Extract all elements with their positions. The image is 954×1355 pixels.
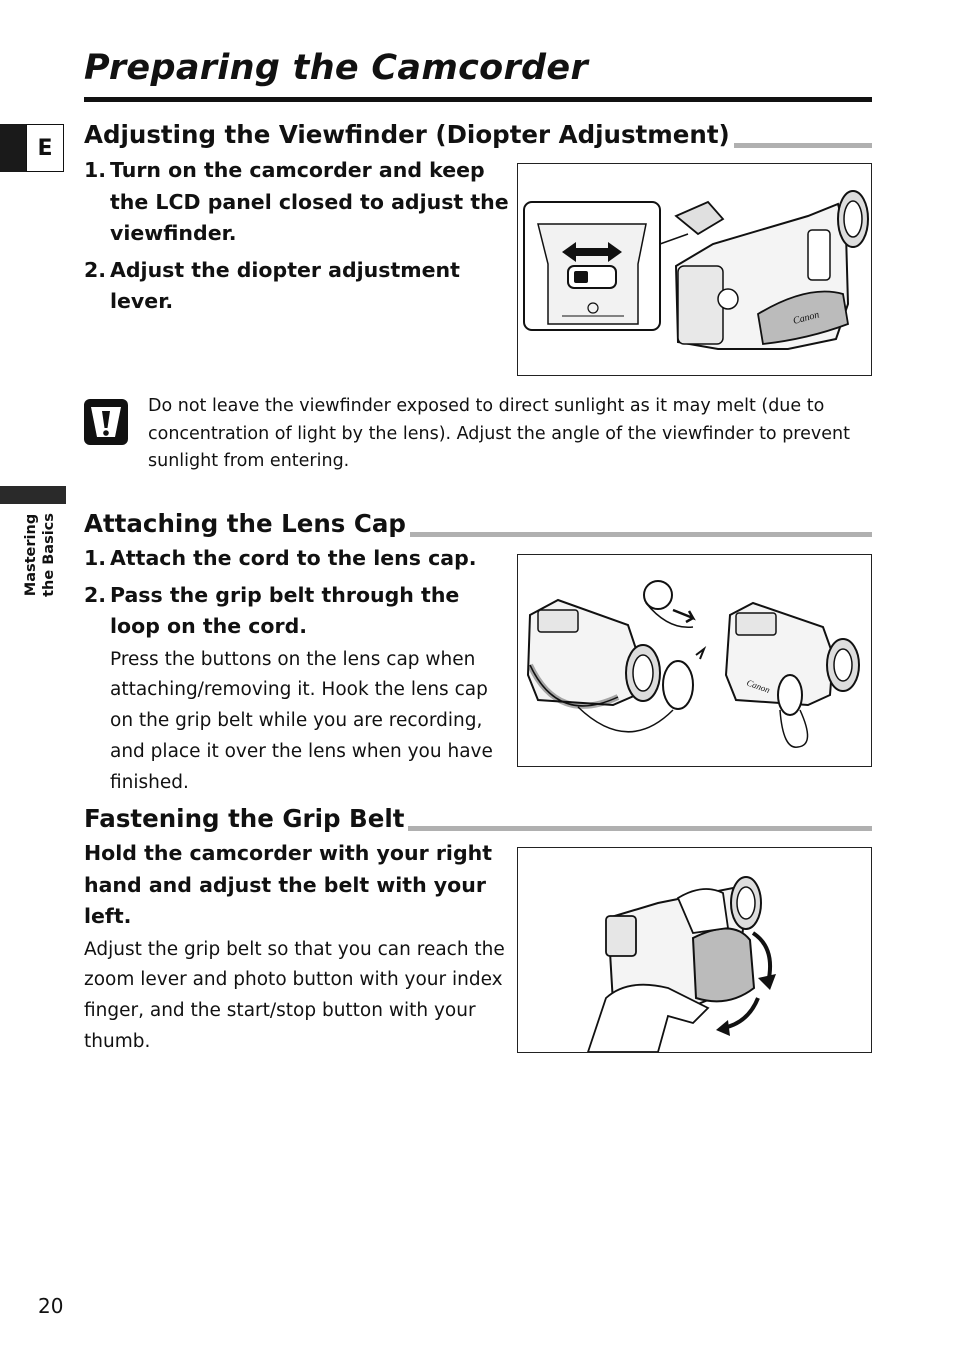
section-title-grip-belt: Fastening the Grip Belt <box>84 804 408 833</box>
title-rule <box>84 97 872 102</box>
grip-belt-illustration <box>518 848 871 1052</box>
grip-belt <box>693 928 754 1001</box>
chapter-label-line1: Mastering <box>23 513 39 597</box>
caution-text: Do not leave the viewfinder exposed to direct sunlight as it may melt (due to concentration of light by the lens). Adjust the angle of the viewfinder to prevent sunlight from entering. <box>148 396 850 471</box>
step-text: Attach the cord to the lens cap. <box>110 546 477 570</box>
lens-cap-right <box>778 675 802 715</box>
step-item <box>84 580 509 643</box>
step-item <box>84 543 509 575</box>
step-number: 1. <box>84 158 107 182</box>
section-title-lens-cap: Attaching the Lens Cap <box>84 509 410 538</box>
step-number: 1. <box>84 546 107 570</box>
step-text: Turn on the camcorder and keep the LCD panel closed to adjust the viewfinder. <box>110 158 509 245</box>
lens-cap-left <box>663 661 693 709</box>
chapter-tab-bar <box>0 486 66 504</box>
lens-cap-figure <box>517 554 872 767</box>
caution-icon <box>83 398 129 446</box>
step-item <box>84 155 509 250</box>
lens-cap-steps <box>84 543 509 643</box>
step-text: Pass the grip belt through the loop on the cord. <box>110 582 460 638</box>
chapter-label <box>22 510 58 600</box>
viewfinder-steps <box>84 155 509 323</box>
rotate-arrow-icon <box>753 933 770 983</box>
grip-belt-instruction: Hold the camcorder with your right hand and adjust the belt with your left. <box>84 841 493 928</box>
viewfinder-eyecup <box>606 916 636 956</box>
viewfinder-illustration <box>518 164 871 375</box>
grip-belt-content <box>84 838 509 1058</box>
grip-belt-note: Adjust the grip belt so that you can reach the zoom lever and photo button with your index finger, and the start/stop button with your thumb. <box>84 938 505 1052</box>
language-tab-bar <box>0 124 26 172</box>
lens-cap-illustration <box>518 555 871 766</box>
viewfinder-figure <box>517 163 872 376</box>
page-number: 20 <box>38 1294 64 1318</box>
brand-label: Canon <box>745 677 772 696</box>
page-title: Preparing the Camcorder <box>84 48 589 88</box>
step-number: 2. <box>84 582 107 607</box>
arrow-icon <box>673 610 693 622</box>
chapter-label-line2: the Basics <box>41 513 57 597</box>
lens-cap-note: Press the buttons on the lens cap when attaching/removing it. Hook the lens cap on the grip belt while you are recording, and place it over the lens when you have finished. <box>110 648 493 793</box>
language-tab: E <box>26 124 64 172</box>
step-item <box>84 255 509 318</box>
step-text: Adjust the diopter adjustment lever. <box>110 257 460 313</box>
section-title-viewfinder: Adjusting the Viewfinder (Diopter Adjustment) <box>84 120 734 149</box>
viewfinder-eyecup <box>676 202 723 234</box>
grip-belt-figure <box>517 847 872 1053</box>
lens-cap-content <box>84 543 509 798</box>
brand-label: Canon <box>791 309 821 327</box>
step-number: 2. <box>84 257 107 282</box>
